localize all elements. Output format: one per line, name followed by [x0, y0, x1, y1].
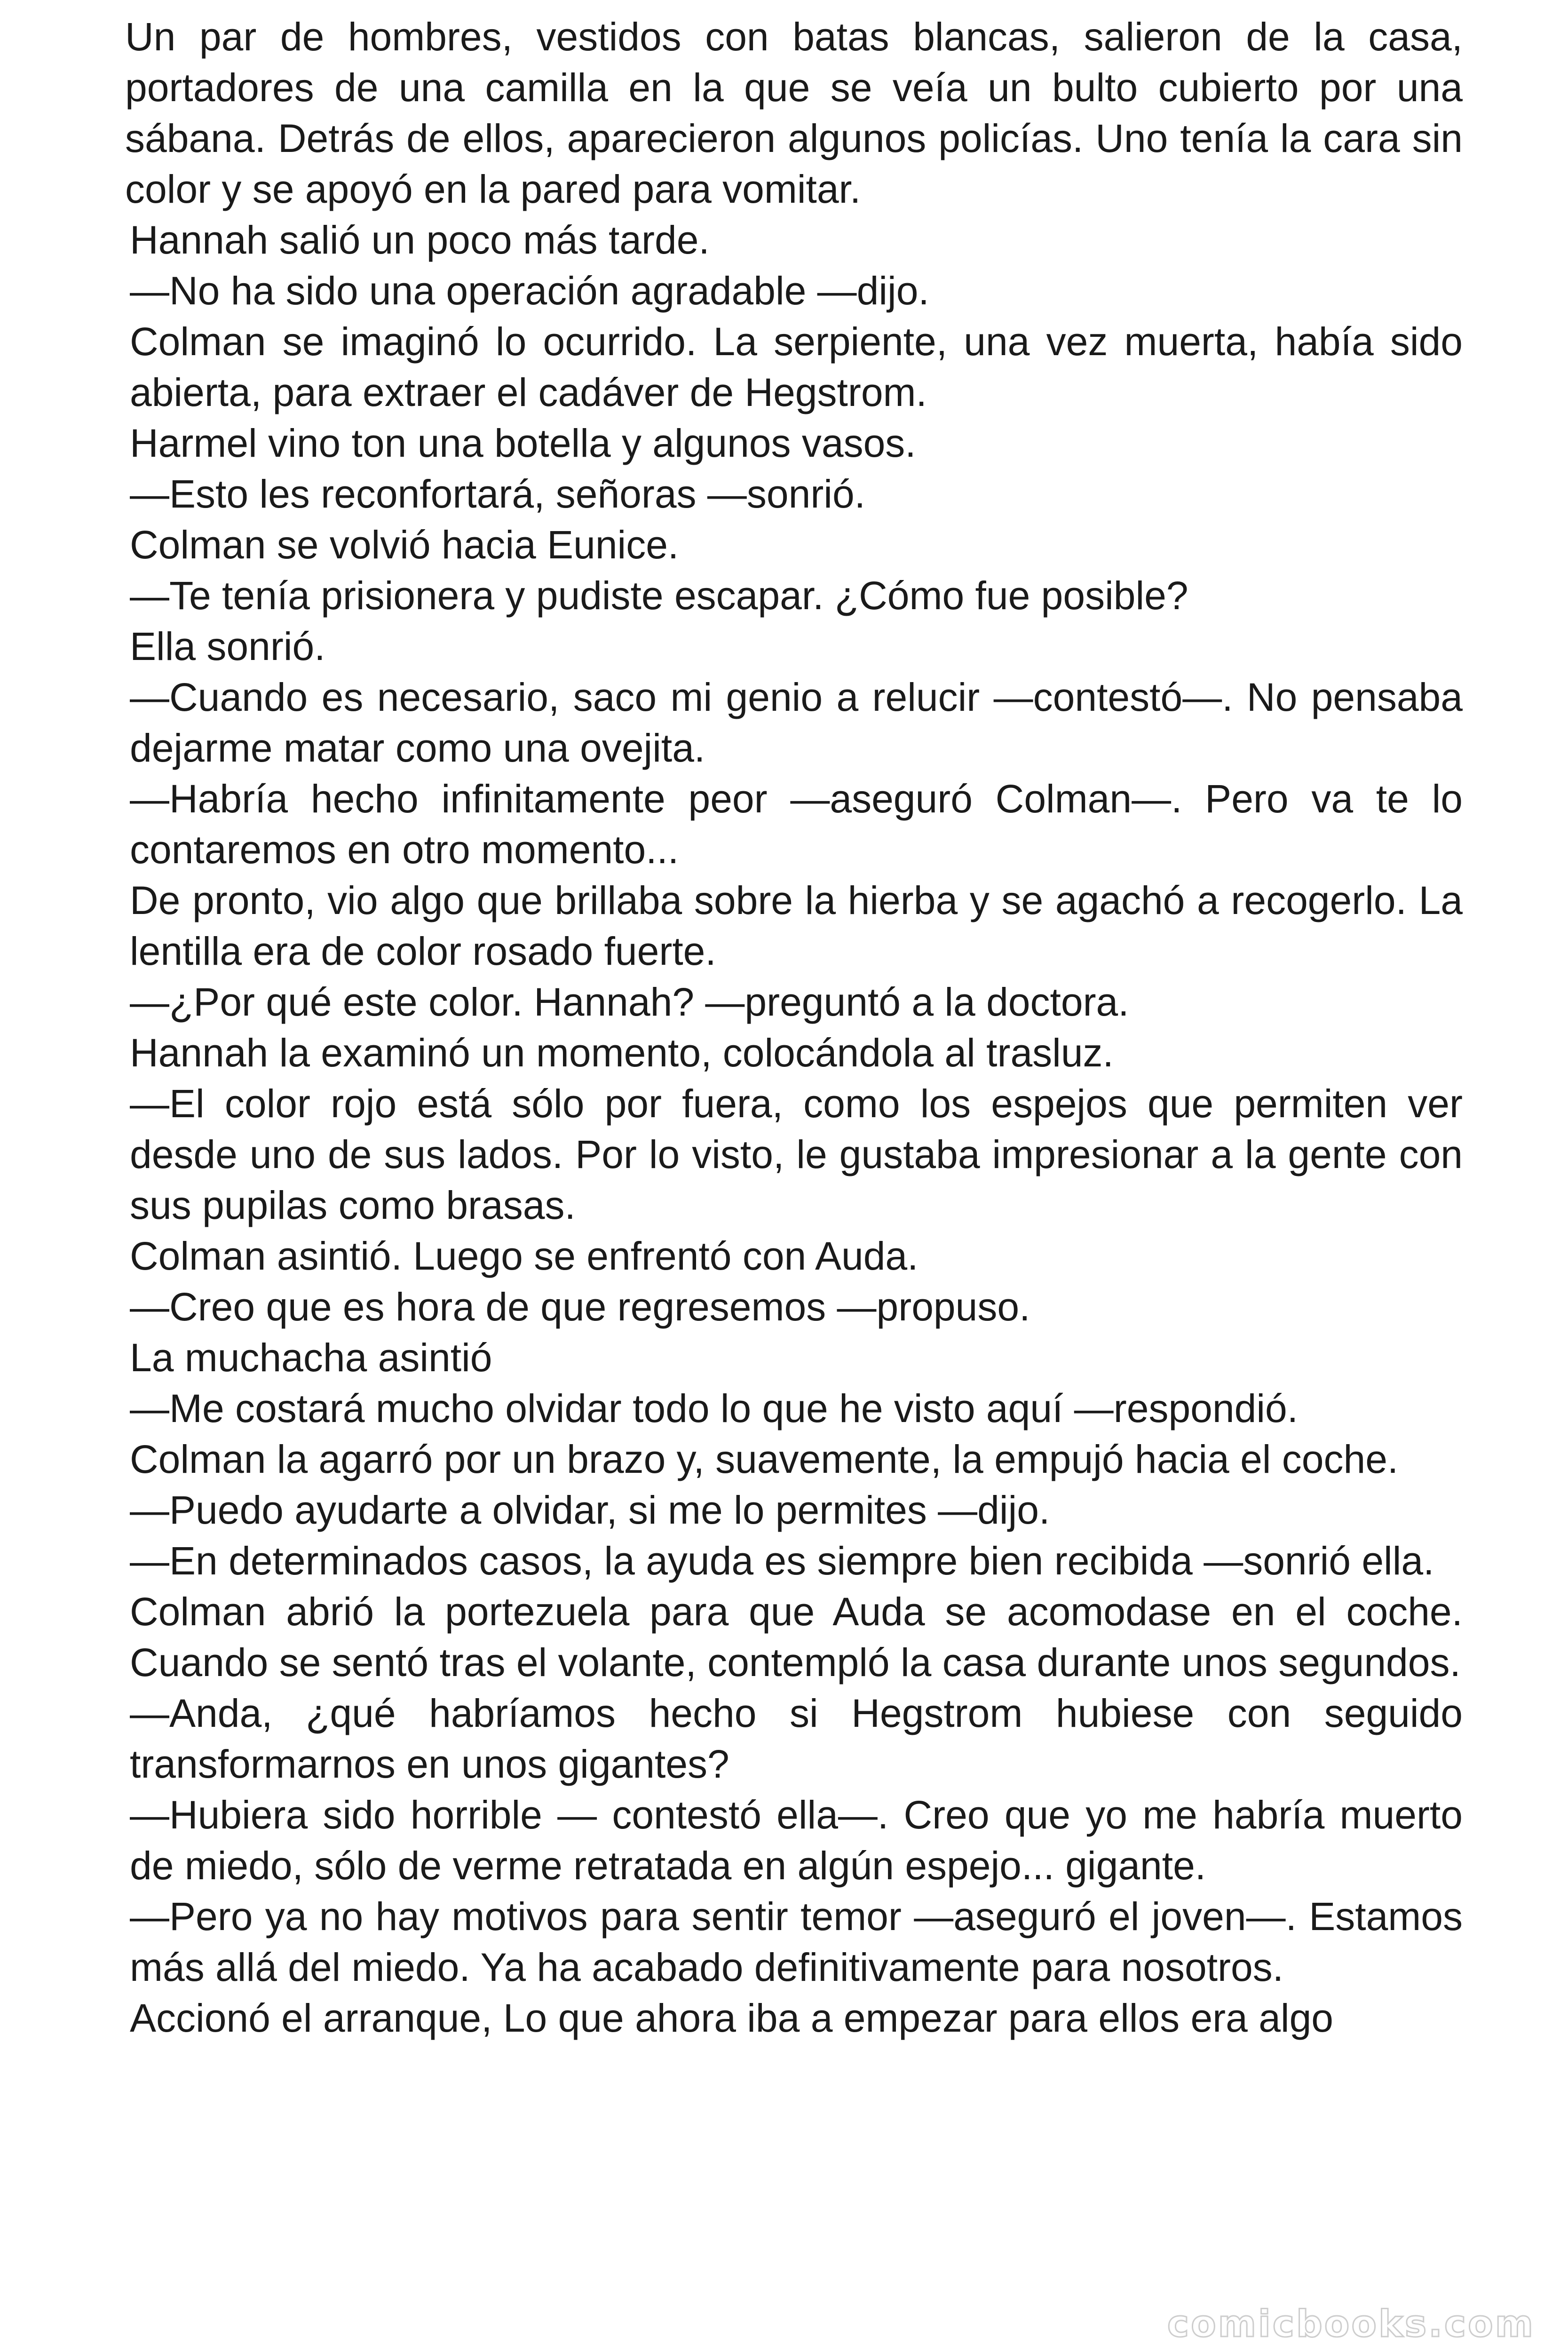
paragraph: Ella sonrió. — [130, 624, 325, 668]
paragraph: —Puedo ayudarte a olvidar, si me lo permites —dijo. — [130, 1488, 1050, 1532]
paragraph: La muchacha asintió — [130, 1335, 492, 1380]
paragraph: —Anda, ¿qué habríamos hecho si Hegstrom hubiese con seguido transformarnos en unos gigantes? — [130, 1691, 1463, 1786]
paragraph: —Habría hecho infinitamente peor —aseguró Colman—. Pero va te lo contaremos en otro momento... — [130, 777, 1463, 872]
paragraph: Colman abrió la portezuela para que Auda se acomodase en el coche. Cuando se sentó tras el volante, contempló la casa durante unos segundos. — [130, 1589, 1463, 1685]
paragraph: Colman asintió. Luego se enfrentó con Auda. — [130, 1234, 919, 1278]
paragraph: —Pero ya no hay motivos para sentir temor —aseguró el joven—. Estamos más allá del miedo. Ya ha acabado definitivamente para nosotros. — [130, 1894, 1463, 1989]
paragraph: Colman la agarró por un brazo y, suavemente, la empujó hacia el coche. — [130, 1437, 1399, 1481]
paragraph: —Esto les reconfortará, señoras —sonrió. — [130, 472, 866, 516]
paragraph: Un par de hombres, vestidos con batas blancas, salieron de la casa, portadores de una camilla en la que se veía un bulto cubierto por una sábana. Detrás de ellos, aparecieron algunos policías. Uno tenía la cara sin color y se apoyó en la pared para vomitar. — [125, 15, 1463, 211]
paragraph: Harmel vino ton una botella y algunos vasos. — [130, 421, 916, 465]
paragraph: De pronto, vio algo que brillaba sobre la hierba y se agachó a recogerlo. La lentilla era de color rosado fuerte. — [130, 878, 1463, 973]
paragraph: Accionó el arranque, Lo que ahora iba a empezar para ellos era algo — [130, 1996, 1334, 2040]
paragraph: —No ha sido una operación agradable —dijo. — [130, 269, 929, 313]
paragraph: Hannah la examinó un momento, colocándola al trasluz. — [130, 1031, 1114, 1075]
paragraph: Colman se volvió hacia Eunice. — [130, 523, 679, 567]
paragraph: —Me costará mucho olvidar todo lo que he visto aquí —respondió. — [130, 1386, 1299, 1430]
paragraph: Hannah salió un poco más tarde. — [130, 218, 710, 262]
paragraph: —¿Por qué este color. Hannah? —preguntó a la doctora. — [130, 980, 1129, 1024]
paragraph: —Te tenía prisionera y pudiste escapar. ¿Cómo fue posible? — [130, 573, 1188, 618]
paragraph: —En determinados casos, la ayuda es siempre bien recibida —sonrió ella. — [130, 1539, 1434, 1583]
body-text — [125, 11, 1463, 2043]
paragraph: —Hubiera sido horrible — contestó ella—. Creo que yo me habría muerto de miedo, sólo de verme retratada en algún espejo... gigante. — [130, 1793, 1463, 1888]
paragraph: —Creo que es hora de que regresemos —propuso. — [130, 1285, 1030, 1329]
paragraph: —Cuando es necesario, saco mi genio a relucir —contestó—. No pensaba dejarme matar como una ovejita. — [130, 675, 1463, 770]
paragraph: Colman se imaginó lo ocurrido. La serpiente, una vez muerta, había sido abierta, para extraer el cadáver de Hegstrom. — [130, 319, 1463, 414]
watermark: comicbooks.com — [1167, 2303, 1535, 2345]
paragraph: —El color rojo está sólo por fuera, como los espejos que permiten ver desde uno de sus lados. Por lo visto, le gustaba impresionar a la gente con sus pupilas como brasas. — [130, 1081, 1463, 1227]
